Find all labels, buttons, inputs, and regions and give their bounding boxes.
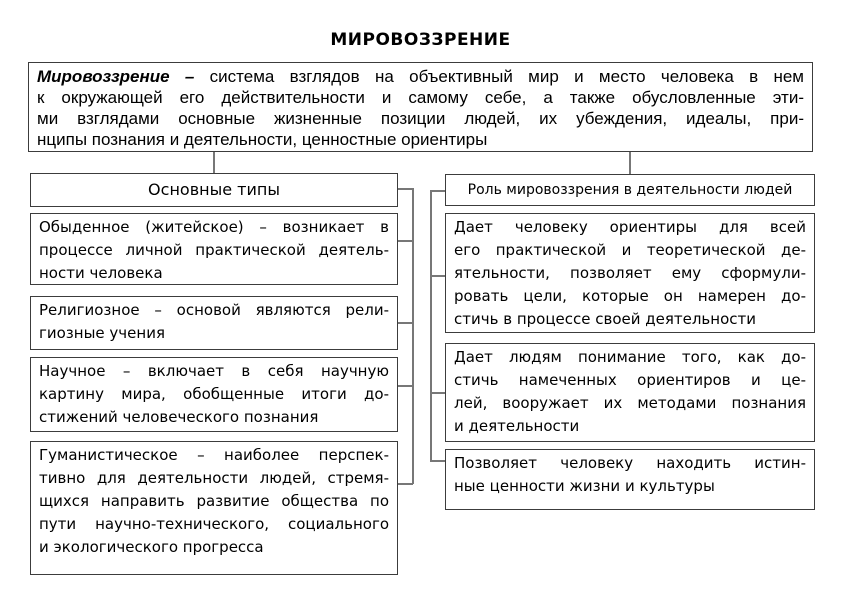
connector-humanistic-stub — [398, 483, 413, 485]
connector-scientific-stub — [398, 385, 413, 387]
type-box-religious — [30, 296, 398, 350]
type-box-humanistic — [30, 441, 398, 575]
text-line: Обыденное (житейское) – возникает в — [39, 218, 389, 236]
connector-role1-stub — [430, 275, 446, 277]
text-line: Гуманистическое – наиболее перспек- — [39, 446, 389, 464]
connector-definition-to-right-header — [629, 152, 631, 175]
definition-line-text: система взглядов на объективный мир и место человека в нем — [194, 67, 804, 86]
connector-right-trunk-line — [430, 190, 432, 461]
text-line: Дает людям понимание того, как до- — [454, 348, 806, 366]
text-line: процессе личной практической деятель- — [39, 241, 389, 259]
type-box-everyday — [30, 213, 398, 285]
connector-role2-stub — [430, 392, 446, 394]
text-line: его практической и теоретической де- — [454, 241, 806, 259]
text-line: картину мира, обобщенные итоги до- — [39, 385, 389, 403]
connector-role3-stub — [430, 460, 446, 462]
type-box-scientific — [30, 357, 398, 432]
connector-everyday-stub — [398, 240, 413, 242]
text-line: ности человека — [39, 264, 163, 282]
text-line: Научное – включает в себя научную — [39, 362, 389, 380]
text-line: Позволяет человеку находить истин- — [454, 454, 806, 472]
connector-right-header-stub — [430, 190, 446, 192]
definition-line: к окружающей его действительности и самому себе, а также обусловленные эти- — [37, 88, 804, 107]
definition-line — [37, 66, 804, 87]
text-line: и деятельности — [454, 417, 580, 435]
text-line: стичь намеченных ориентиров и це- — [454, 371, 806, 389]
text-line: и экологического прогресса — [39, 538, 264, 556]
text-line: стичь в процессе своей деятельности — [454, 310, 756, 328]
text-line: тивно для деятельности людей, стремя- — [39, 469, 389, 487]
connector-left-trunk-line — [412, 188, 414, 484]
definition-box — [28, 62, 813, 152]
connector-left-header-stub — [398, 188, 413, 190]
definition-line: нципы познания и деятельности, ценностные ориентиры — [37, 130, 488, 149]
definition-term: Мировоззрение – — [37, 67, 195, 86]
definition-line: ми взглядами основные жизненные позиции людей, их убеждения, идеалы, при- — [37, 109, 804, 128]
role-box-orientation — [445, 213, 815, 333]
text-line: гиозные учения — [39, 324, 165, 342]
text-line: щихся направить развитие общества по — [39, 492, 389, 510]
text-line: Дает человеку ориентиры для всей — [454, 218, 806, 236]
diagram-title: МИРОВОЗЗРЕНИЕ — [330, 30, 511, 50]
text-line: ятельности, позволяет ему сформули- — [454, 264, 806, 282]
role-box-methods — [445, 343, 815, 442]
text-line: стижений человеческого познания — [39, 408, 319, 426]
connector-definition-to-left-header — [213, 152, 215, 174]
text-line: ровать цели, которые он намерен до- — [454, 287, 806, 305]
text-line: пути научно-технического, социального — [39, 515, 389, 533]
role-box-values — [445, 449, 815, 510]
right-column-header: Роль мировоззрения в деятельности людей — [445, 174, 815, 206]
left-column-header: Основные типы — [30, 173, 398, 207]
text-line: ные ценности жизни и культуры — [454, 477, 715, 495]
connector-religious-stub — [398, 322, 413, 324]
text-line: Религиозное – основой являются рели- — [39, 301, 389, 319]
text-line: лей, вооружает их методами познания — [454, 394, 806, 412]
